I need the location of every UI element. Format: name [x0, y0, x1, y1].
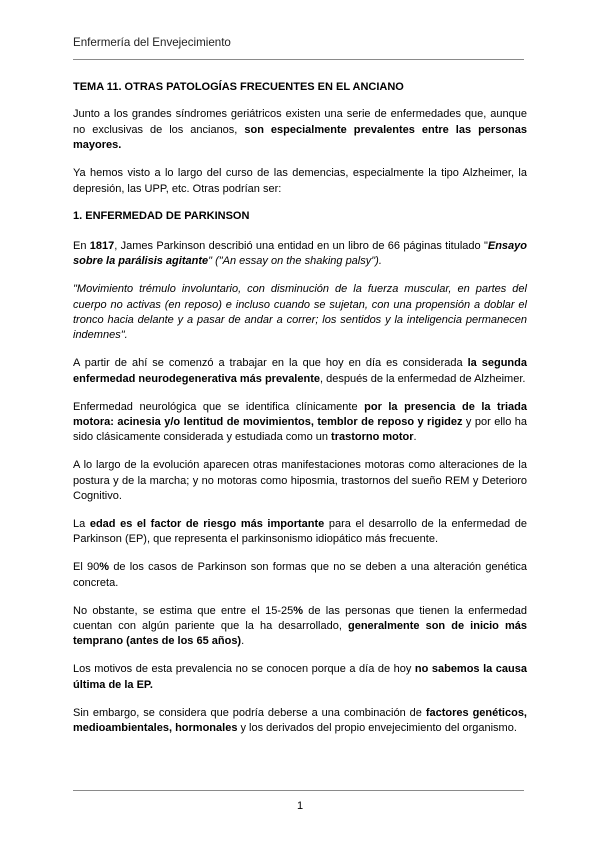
text-run: La [73, 518, 90, 531]
text-run: Los motivos de esta prevalencia no se conocen porque a día de hoy [73, 663, 415, 676]
text-run: , James Parkinson describió una entidad en un libro de 66 páginas titulado " [114, 239, 488, 252]
clinical-paragraph [73, 400, 527, 446]
emphasis-text: edad es el factor de riesgo más importante [89, 518, 325, 531]
text-run: Junto a los grandes síndromes geriátricos existen una serie de enfermedades que, aunque no exclusivas de los ancianos, [73, 108, 527, 136]
section-title: 1. ENFERMEDAD DE PARKINSON [73, 210, 250, 223]
family-history-paragraph [73, 604, 527, 650]
text-run: . [241, 635, 245, 648]
emphasis-text: % [293, 604, 304, 617]
emphasis-text: no sabemos la causa última de la EP. [73, 663, 527, 691]
genetics-paragraph [73, 560, 527, 591]
topic-title: TEMA 11. OTRAS PATOLOGÍAS FRECUENTES EN EL ANCIANO [73, 81, 404, 93]
evolution-paragraph: A lo largo de la evolución aparecen otras manifestaciones motoras como alteraciones de la postura y de la marcha; y no motoras como hiposmia, trastornos del sueño REM y Deterioro Cognitivo. [73, 459, 527, 503]
text-run: para el desarrollo de la enfermedad de Parkinson (EP), que representa el parkinsonismo idiopático más frecuente. [73, 518, 527, 546]
emphasis-text: por la presencia de la triada motora: acinesia y/o lentitud de movimientos, temblor de reposo y rigidez [73, 400, 527, 428]
book-subtitle: " ("An essay on the shaking palsy"). [208, 255, 382, 268]
emphasis-text: factores genéticos, medioambientales, hormonales [73, 706, 527, 735]
emphasis-text: la segunda enfermedad neurodegenerativa más prevalente [73, 357, 527, 385]
emphasis-text: trastorno motor [331, 431, 414, 444]
prevalence-paragraph [73, 356, 527, 387]
text-run: A partir de ahí se comenzó a trabajar en la que hoy en día es considerada [73, 357, 468, 370]
text-run: , después de la enfermedad de Alzheimer. [319, 372, 526, 385]
header-divider [73, 59, 524, 60]
year-text: 1817 [89, 239, 115, 252]
text-run: El 90 [73, 561, 100, 574]
text-run: de los casos de Parkinson son formas que no se deben a una alteración genética concreta. [73, 561, 527, 589]
risk-factor-paragraph [73, 517, 527, 548]
history-paragraph [73, 239, 527, 270]
emphasis-text: % [99, 561, 110, 574]
text-run: y los derivados del propio envejecimiento del organismo. [237, 722, 517, 735]
footer-divider [73, 790, 524, 791]
book-title: Ensayo sobre la parálisis agitante [73, 239, 527, 268]
text-run: de las personas que tienen la enfermedad cuentan con algún pariente que la ha desarrollado, [73, 604, 527, 633]
factors-paragraph [73, 706, 527, 737]
text-run: y por ello ha sido clásicamente considerada y estudiada como un [73, 416, 528, 444]
text-run: Enfermedad neurológica que se identifica clínicamente [73, 400, 365, 413]
text-run: Sin embargo, se considera que podría deberse a una combinación de [73, 706, 426, 719]
text-run: En [73, 239, 90, 252]
text-run: . [413, 431, 417, 444]
emphasis-text: generalmente son de inicio más temprano (antes de los 65 años) [73, 620, 527, 648]
document-header: Enfermería del Envejecimiento [73, 36, 231, 49]
historical-quote: "Movimiento trémulo involuntario, con disminución de la fuerza muscular, en partes del cuerpo no activas (en reposo) e incluso cuando se sujetan, con una propensión a doblar el tronco hacia delante y a pasar de andar a correr; los sentidos y la inteligencia permanecen indemnes". [73, 283, 527, 342]
page-number: 1 [296, 800, 304, 812]
document-body [73, 80, 527, 749]
text-run: No obstante, se estima que entre el 15-25 [73, 604, 294, 617]
intro-paragraph-1 [73, 107, 527, 153]
unknown-cause-paragraph [73, 662, 527, 693]
intro-paragraph-2: Ya hemos visto a lo largo del curso de las demencias, especialmente la tipo Alzheimer, la depresión, las UPP, etc. Otras podrían ser: [73, 167, 527, 195]
emphasis-text: son especialmente prevalentes entre las personas mayores. [73, 123, 527, 152]
